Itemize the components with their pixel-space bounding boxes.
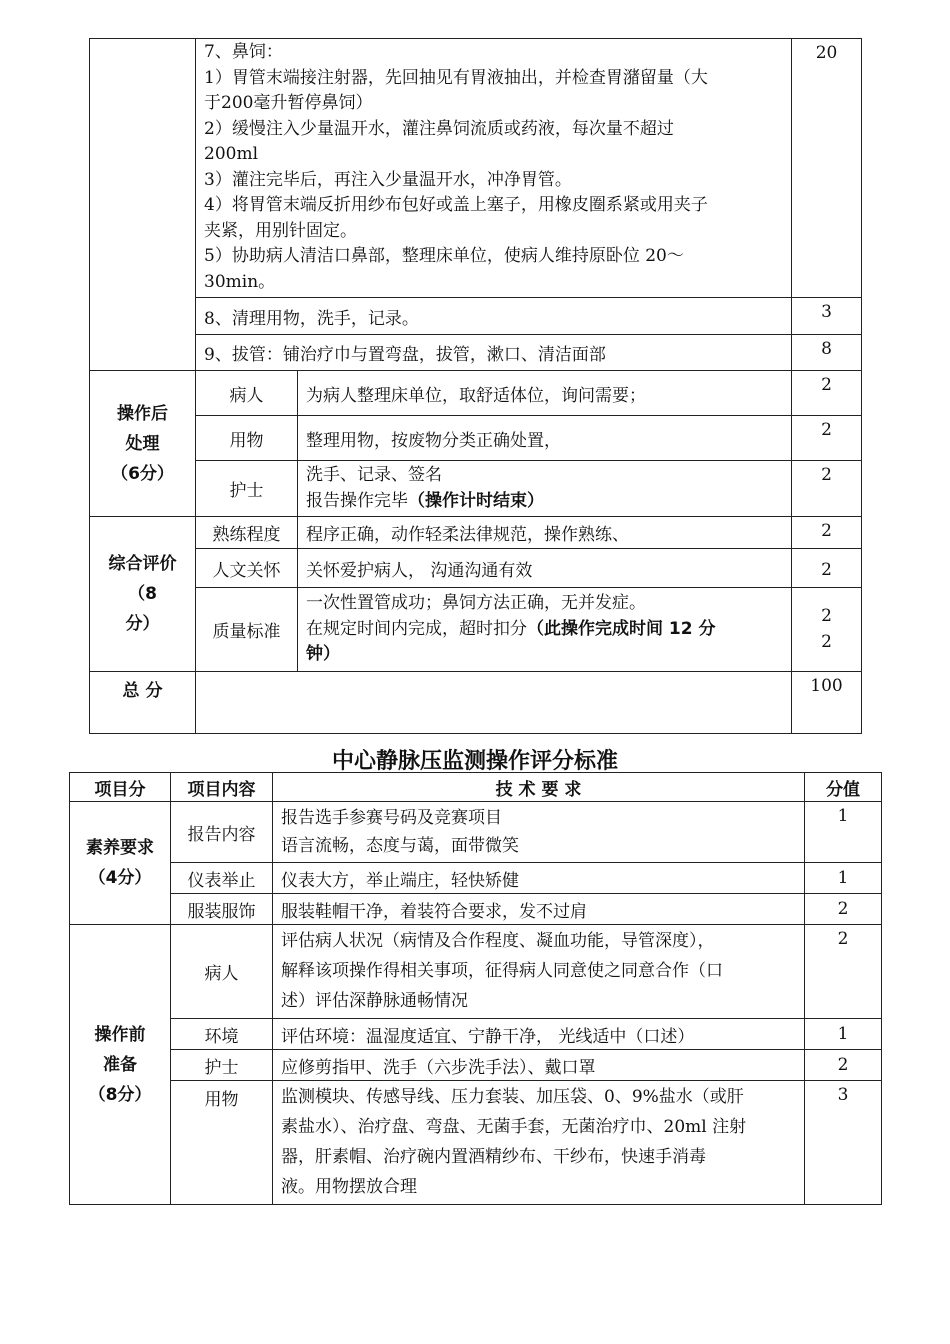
score-cell: 3 [805,1081,882,1205]
item-cell: 用物 [196,416,298,461]
requirement-line: 洗手、记录、签名 [306,465,442,485]
label-line: 分） [125,614,160,634]
cleanup-step-cell: 8、清理用物，洗手，记录。 [196,298,792,335]
feeding-line: 5）协助病人清洁口鼻部，整理床单位，使病人维持原卧位 20～ [204,246,684,266]
requirement-cell [298,461,792,517]
requirement-cell [273,1081,805,1205]
requirement-cell: 仪表大方，举止端庄，轻快矫健 [273,863,805,894]
requirement-text: 在规定时间内完成，超时扣分 [306,618,527,639]
score-cell: 1 [805,863,882,894]
feeding-line: 4）将胃管末端反折用纱布包好或盖上塞子，用橡皮圈系紧或用夹子 [204,195,708,215]
requirement-cell: 程序正确，动作轻柔法律规范，操作熟练、 [298,517,792,549]
score-cell: 2 [792,517,862,549]
score-cell: 1 [805,802,882,863]
feeding-line: 3）灌注完毕后，再注入少量温开水，冲净胃管。 [204,169,572,190]
extubate-step-cell: 9、拔管：铺治疗巾与置弯盘，拔管，漱口、清洁面部 [196,335,792,371]
header-item: 项目内容 [171,773,273,802]
requirement-line [306,489,783,515]
feeding-step-cell [196,39,792,298]
label-line: 操作后 [117,403,168,424]
item-cell: 护士 [196,461,298,517]
post-operation-label [90,371,196,517]
feeding-line: 1）胃管末端接注射器，先回抽见有胃液抽出，并检查胃潴留量（大 [204,67,708,88]
feeding-line: 夹紧，用别针固定。 [204,220,357,241]
requirement-line: 评估病人状况（病情及合作程度、凝血功能，导管深度）， [281,931,715,951]
item-cell: 护士 [171,1050,273,1081]
score-cell [792,588,862,672]
requirement-line: 述）评估深静脉通畅情况 [281,991,468,1011]
score-cell: 2 [805,1050,882,1081]
time-limit-note: （此操作完成时间 12 分 [527,618,716,639]
requirement-line [306,617,783,643]
label-line: （6分） [111,463,174,484]
score-cell: 2 [792,461,862,517]
item-cell: 病人 [171,925,273,1019]
item-cell: 用物 [171,1081,273,1205]
label-line: 处理 [125,433,160,454]
literacy-label [70,802,171,925]
requirement-cell: 为病人整理床单位，取舒适体位，询问需要； [298,371,792,416]
score-cell: 2 [792,371,862,416]
score-cell: 3 [792,298,862,335]
blank-category-cell [90,39,196,371]
requirement-cell: 应修剪指甲、洗手（六步洗手法）、戴口罩 [273,1050,805,1081]
score-cell: 1 [805,1019,882,1050]
item-cell: 人文关怀 [196,549,298,588]
label-line: （4分） [88,868,152,888]
requirement-line: 语言流畅，态度与蔼，面带微笑 [281,836,519,856]
requirement-cell: 关怀爱护病人， 沟通沟通有效 [298,549,792,588]
label-line: 综合评价 [108,554,177,574]
item-cell: 环境 [171,1019,273,1050]
label-line: （8分） [88,1084,152,1105]
requirement-cell [273,802,805,863]
label-line: （8 [128,584,157,604]
feeding-line: 2）缓慢注入少量温开水，灌注鼻饲流质或药液，每次量不超过 [204,118,674,139]
feeding-line: 30min。 [204,271,276,292]
preparation-label [70,925,171,1205]
requirement-line: 解释该项操作得相关事项，征得病人同意使之同意合作（口 [281,961,723,981]
score-value: 2 [821,606,832,626]
header-score: 分值 [805,773,882,802]
feeding-line: 7、鼻饲： [204,42,283,62]
requirement-line: 液。用物摆放合理 [281,1177,417,1197]
requirement-cell: 服装鞋帽干净，着装符合要求，发不过肩 [273,894,805,925]
requirement-cell [298,588,792,672]
requirement-line: 报告选手参赛号码及竞赛项目 [281,808,502,828]
total-label: 总 分 [90,672,196,734]
score-cell: 2 [805,894,882,925]
requirement-line: 一次性置管成功；鼻饲方法正确，无并发症。 [306,593,646,614]
requirement-line: 器，肝素帽、治疗碗内置酒精纱布、干纱布，快速手消毒 [281,1147,706,1167]
item-cell: 报告内容 [171,802,273,863]
requirement-line: 监测模块、传感导线、压力套装、加压袋、0、9%盐水（或肝 [281,1087,744,1107]
requirement-cell: 整理用物，按废物分类正确处置， [298,416,792,461]
feeding-line: 于200毫升暂停鼻饲） [204,93,373,113]
header-requirements: 技 术 要 求 [273,773,805,802]
label-line: 素养要求 [86,838,154,858]
item-cell: 病人 [196,371,298,416]
feeding-line: 200ml [204,144,259,164]
requirement-cell: 评估环境：温湿度适宜、宁静干净， 光线适中（口述） [273,1019,805,1050]
timing-note: （操作计时结束） [408,490,544,511]
score-cell: 2 [792,416,862,461]
score-cell: 20 [792,39,862,298]
cvp-scoring-table [69,772,882,1205]
score-cell: 8 [792,335,862,371]
requirement-cell [273,925,805,1019]
score-cell: 2 [805,925,882,1019]
header-category: 项目分 [70,773,171,802]
label-line: 操作前 [94,1024,146,1045]
item-cell: 服装服饰 [171,894,273,925]
item-cell: 仪表举止 [171,863,273,894]
scoring-table-continued [89,38,862,734]
requirement-line: 素盐水）、治疗盘、弯盘、无菌手套，无菌治疗巾、20ml 注射 [281,1117,747,1137]
label-line: 准备 [103,1054,137,1075]
item-cell: 质量标准 [196,588,298,672]
section-title: 中心静脉压监测操作评分标准 [331,749,618,774]
score-value: 2 [821,631,832,652]
score-cell: 2 [792,549,862,588]
time-limit-note: 钟） [306,644,340,665]
total-score: 100 [792,672,862,734]
evaluation-label [90,517,196,672]
requirement-text: 报告操作完毕 [306,490,408,511]
total-blank-cell [196,672,792,734]
item-cell: 熟练程度 [196,517,298,549]
